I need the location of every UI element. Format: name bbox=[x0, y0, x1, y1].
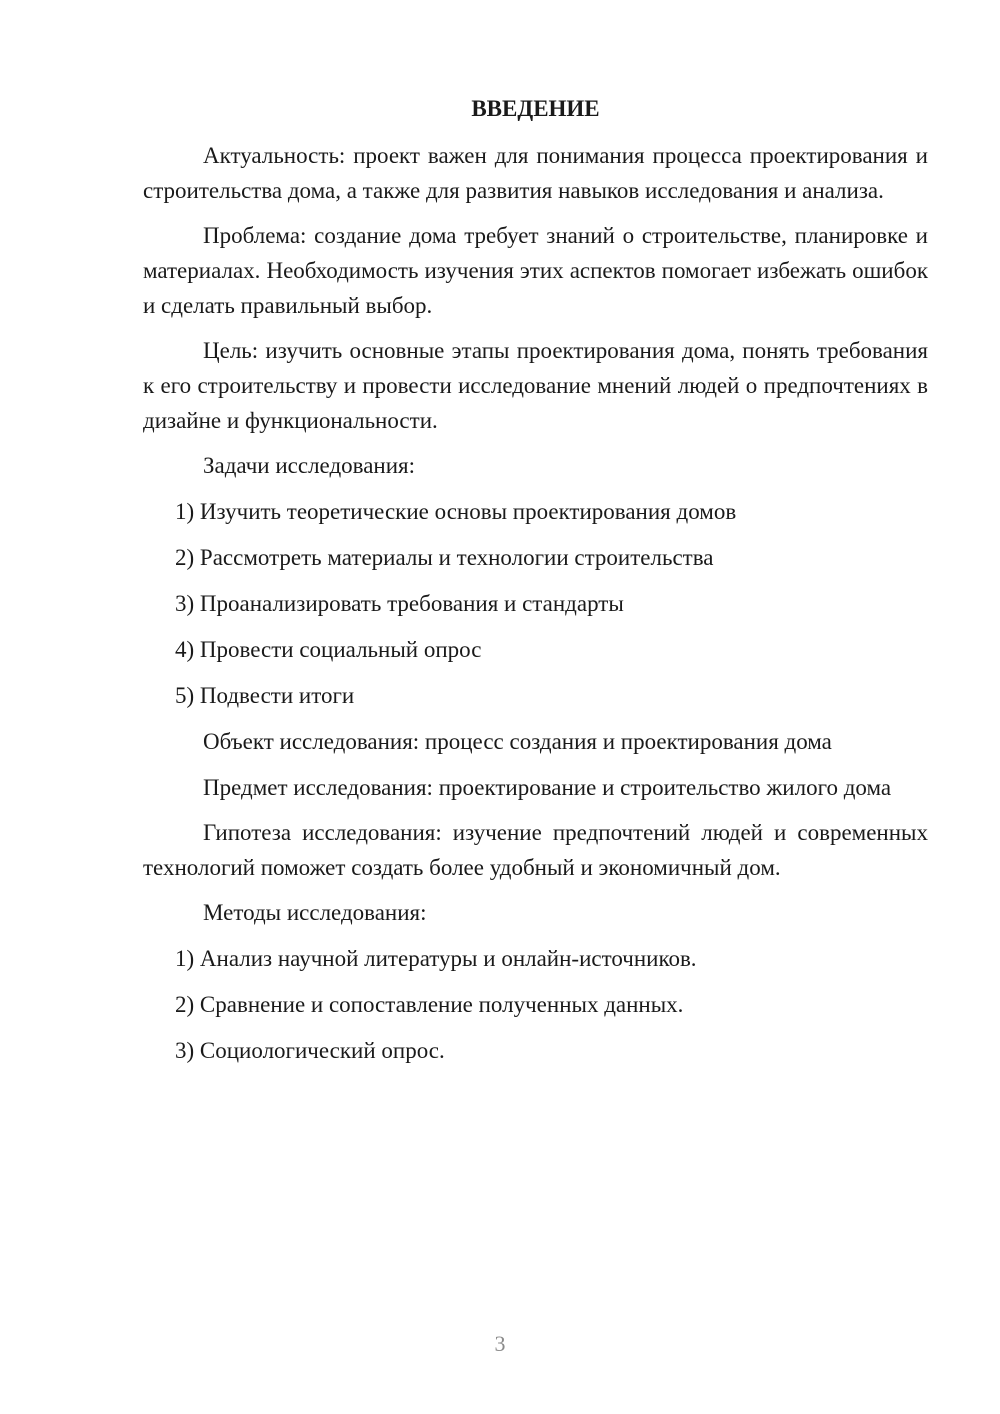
task-item: 4) Провести социальный опрос bbox=[175, 637, 482, 662]
method-item: 3) Социологический опрос. bbox=[175, 1038, 445, 1063]
page-title: ВВЕДЕНИЕ bbox=[471, 96, 600, 121]
page-number: 3 bbox=[494, 1331, 506, 1356]
methods-label: Методы исследования: bbox=[203, 900, 427, 925]
tasks-label: Задачи исследования: bbox=[203, 453, 416, 478]
page-content bbox=[143, 90, 928, 1079]
object-line: Объект исследования: процесс создания и проектирования дома bbox=[203, 729, 832, 754]
hypothesis-paragraph: Гипотеза исследования: изучение предпочтений людей и современных технологий поможет создать более удобный и экономичный дом. bbox=[143, 820, 928, 880]
subject-paragraph: Предмет исследования: проектирование и строительство жилого дома bbox=[203, 775, 892, 800]
goal-paragraph: Цель: изучить основные этапы проектирования дома, понять требования к его строительству и провести исследование мнений людей о предпочтениях в дизайне и функциональности. bbox=[143, 338, 928, 433]
method-item: 2) Сравнение и сопоставление полученных данных. bbox=[175, 992, 684, 1017]
task-item: 5) Подвести итоги bbox=[175, 683, 355, 708]
method-item: 1) Анализ научной литературы и онлайн-источников. bbox=[175, 946, 697, 971]
task-item: 2) Рассмотреть материалы и технологии строительства bbox=[175, 545, 714, 570]
relevance-paragraph: Актуальность: проект важен для понимания процесса проектирования и строительства дома, а также для развития навыков исследования и анализа. bbox=[143, 143, 928, 203]
problem-paragraph: Проблема: создание дома требует знаний о строительстве, планировке и материалах. Необходимость изучения этих аспектов помогает избежать ошибок и сделать правильный выбор. bbox=[143, 223, 928, 318]
task-item: 3) Проанализировать требования и стандарты bbox=[175, 591, 624, 616]
task-item: 1) Изучить теоретические основы проектирования домов bbox=[175, 499, 737, 524]
